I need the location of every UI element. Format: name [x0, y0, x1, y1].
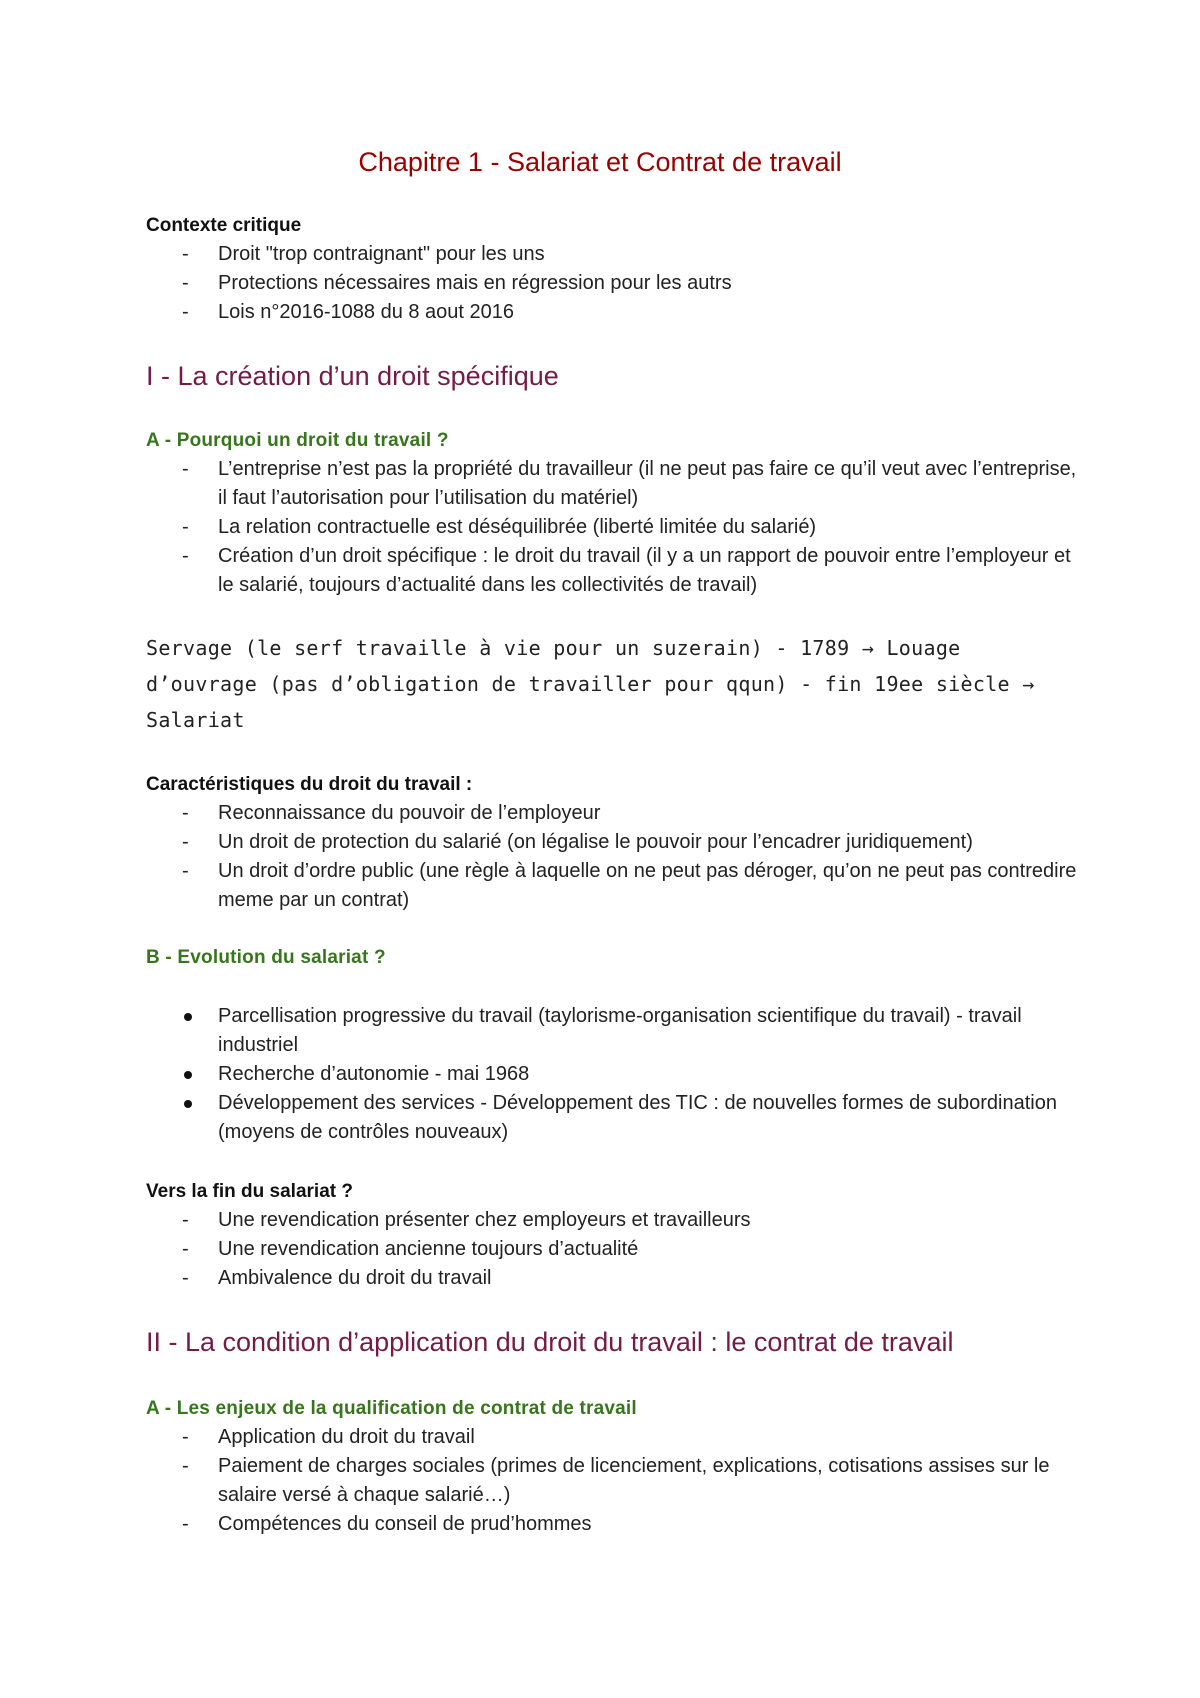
fin-salariat-list	[146, 1206, 1086, 1293]
list-item: - Compétences du conseil de prud’hommes	[146, 1510, 1086, 1539]
bullet-icon	[184, 1013, 192, 1021]
section1-subA-heading: A - Pourquoi un droit du travail ?	[146, 430, 449, 451]
list-item: Développement des services - Développement des TIC : de nouvelles formes de subordination (moyens de contrôles nouveaux)	[146, 1089, 1086, 1147]
section1-subB-list	[146, 1002, 1086, 1147]
list-item: - Création d’un droit spécifique : le droit du travail (il y a un rapport de pouvoir entre l’employeur et le salarié, toujours d’actualité dans les collectivités de travail)	[146, 542, 1086, 600]
dash-marker: -	[182, 458, 189, 480]
section2-subA-heading: A - Les enjeux de la qualification de contrat de travail	[146, 1398, 637, 1419]
list-item: - Lois n°2016-1088 du 8 aout 2016	[146, 298, 1086, 327]
list-item: - Application du droit du travail	[146, 1423, 1086, 1452]
list-item: - Ambivalence du droit du travail	[146, 1264, 1086, 1293]
dash-marker: -	[182, 802, 189, 824]
handwritten-timeline: Servage (le serf travaille à vie pour un suzerain) - 1789 → Louage d’ouvrage (pas d’obligation de travailler pour qqun) - fin 19ee siècle → Salariat	[146, 636, 1035, 732]
contexte-heading: Contexte critique	[146, 215, 302, 236]
dash-marker: -	[182, 1238, 189, 1260]
dash-marker: -	[182, 1267, 189, 1289]
bullet-icon	[184, 1071, 192, 1079]
dash-marker: -	[182, 516, 189, 538]
list-item: - Un droit de protection du salarié (on légalise le pouvoir pour l’encadrer juridiquement)	[146, 828, 1086, 857]
list-item: - Reconnaissance du pouvoir de l’employeur	[146, 799, 1086, 828]
list-item: - Un droit d’ordre public (une règle à laquelle on ne peut pas déroger, qu’on ne peut pas contredire meme par un contrat)	[146, 857, 1086, 915]
caracteristiques-heading: Caractéristiques du droit du travail :	[146, 774, 473, 795]
fin-salariat-heading: Vers la fin du salariat ?	[146, 1181, 353, 1202]
list-item: - Une revendication ancienne toujours d’actualité	[146, 1235, 1086, 1264]
section1-subB-heading: B - Evolution du salariat ?	[146, 947, 386, 968]
list-item: - La relation contractuelle est déséquilibrée (liberté limitée du salarié)	[146, 513, 1086, 542]
dash-marker: -	[182, 831, 189, 853]
list-item: - Une revendication présenter chez employeurs et travailleurs	[146, 1206, 1086, 1235]
dash-marker: -	[182, 545, 189, 567]
dash-marker: -	[182, 243, 189, 265]
bullet-icon	[184, 1100, 192, 1108]
list-item: Recherche d’autonomie - mai 1968	[146, 1060, 1086, 1089]
list-item: - Droit "trop contraignant" pour les uns	[146, 240, 1086, 269]
dash-marker: -	[182, 1209, 189, 1231]
dash-marker: -	[182, 860, 189, 882]
section2-subA-list	[146, 1423, 1086, 1539]
caracteristiques-section	[146, 770, 1086, 915]
dash-marker: -	[182, 1455, 189, 1477]
section1-heading: I - La création d’un droit spécifique	[146, 361, 559, 391]
dash-marker: -	[182, 1426, 189, 1448]
dash-marker: -	[182, 272, 189, 294]
dash-marker: -	[182, 1513, 189, 1535]
section2-heading: II - La condition d’application du droit du travail : le contrat de travail	[146, 1327, 954, 1357]
list-item: - Paiement de charges sociales (primes de licenciement, explications, cotisations assises sur le salaire versé à chaque salarié…)	[146, 1452, 1086, 1510]
contexte-section	[146, 211, 1086, 327]
dash-marker: -	[182, 301, 189, 323]
contexte-list	[146, 240, 1086, 327]
list-item: - Protections nécessaires mais en régression pour les autrs	[146, 269, 1086, 298]
section1-subA	[146, 426, 1086, 600]
section2-subA	[146, 1394, 1086, 1539]
caracteristiques-list	[146, 799, 1086, 915]
list-item: - L’entreprise n’est pas la propriété du travailleur (il ne peut pas faire ce qu’il veut avec l’entreprise, il faut l’autorisation pour l’utilisation du matériel)	[146, 455, 1086, 513]
list-item: Parcellisation progressive du travail (taylorisme-organisation scientifique du travail) - travail industriel	[146, 1002, 1086, 1060]
chapter-title: Chapitre 1 - Salariat et Contrat de travail	[358, 147, 842, 177]
section1-subA-list	[146, 455, 1086, 600]
fin-salariat-section	[146, 1177, 1086, 1293]
section1-subB	[146, 1002, 1086, 1147]
